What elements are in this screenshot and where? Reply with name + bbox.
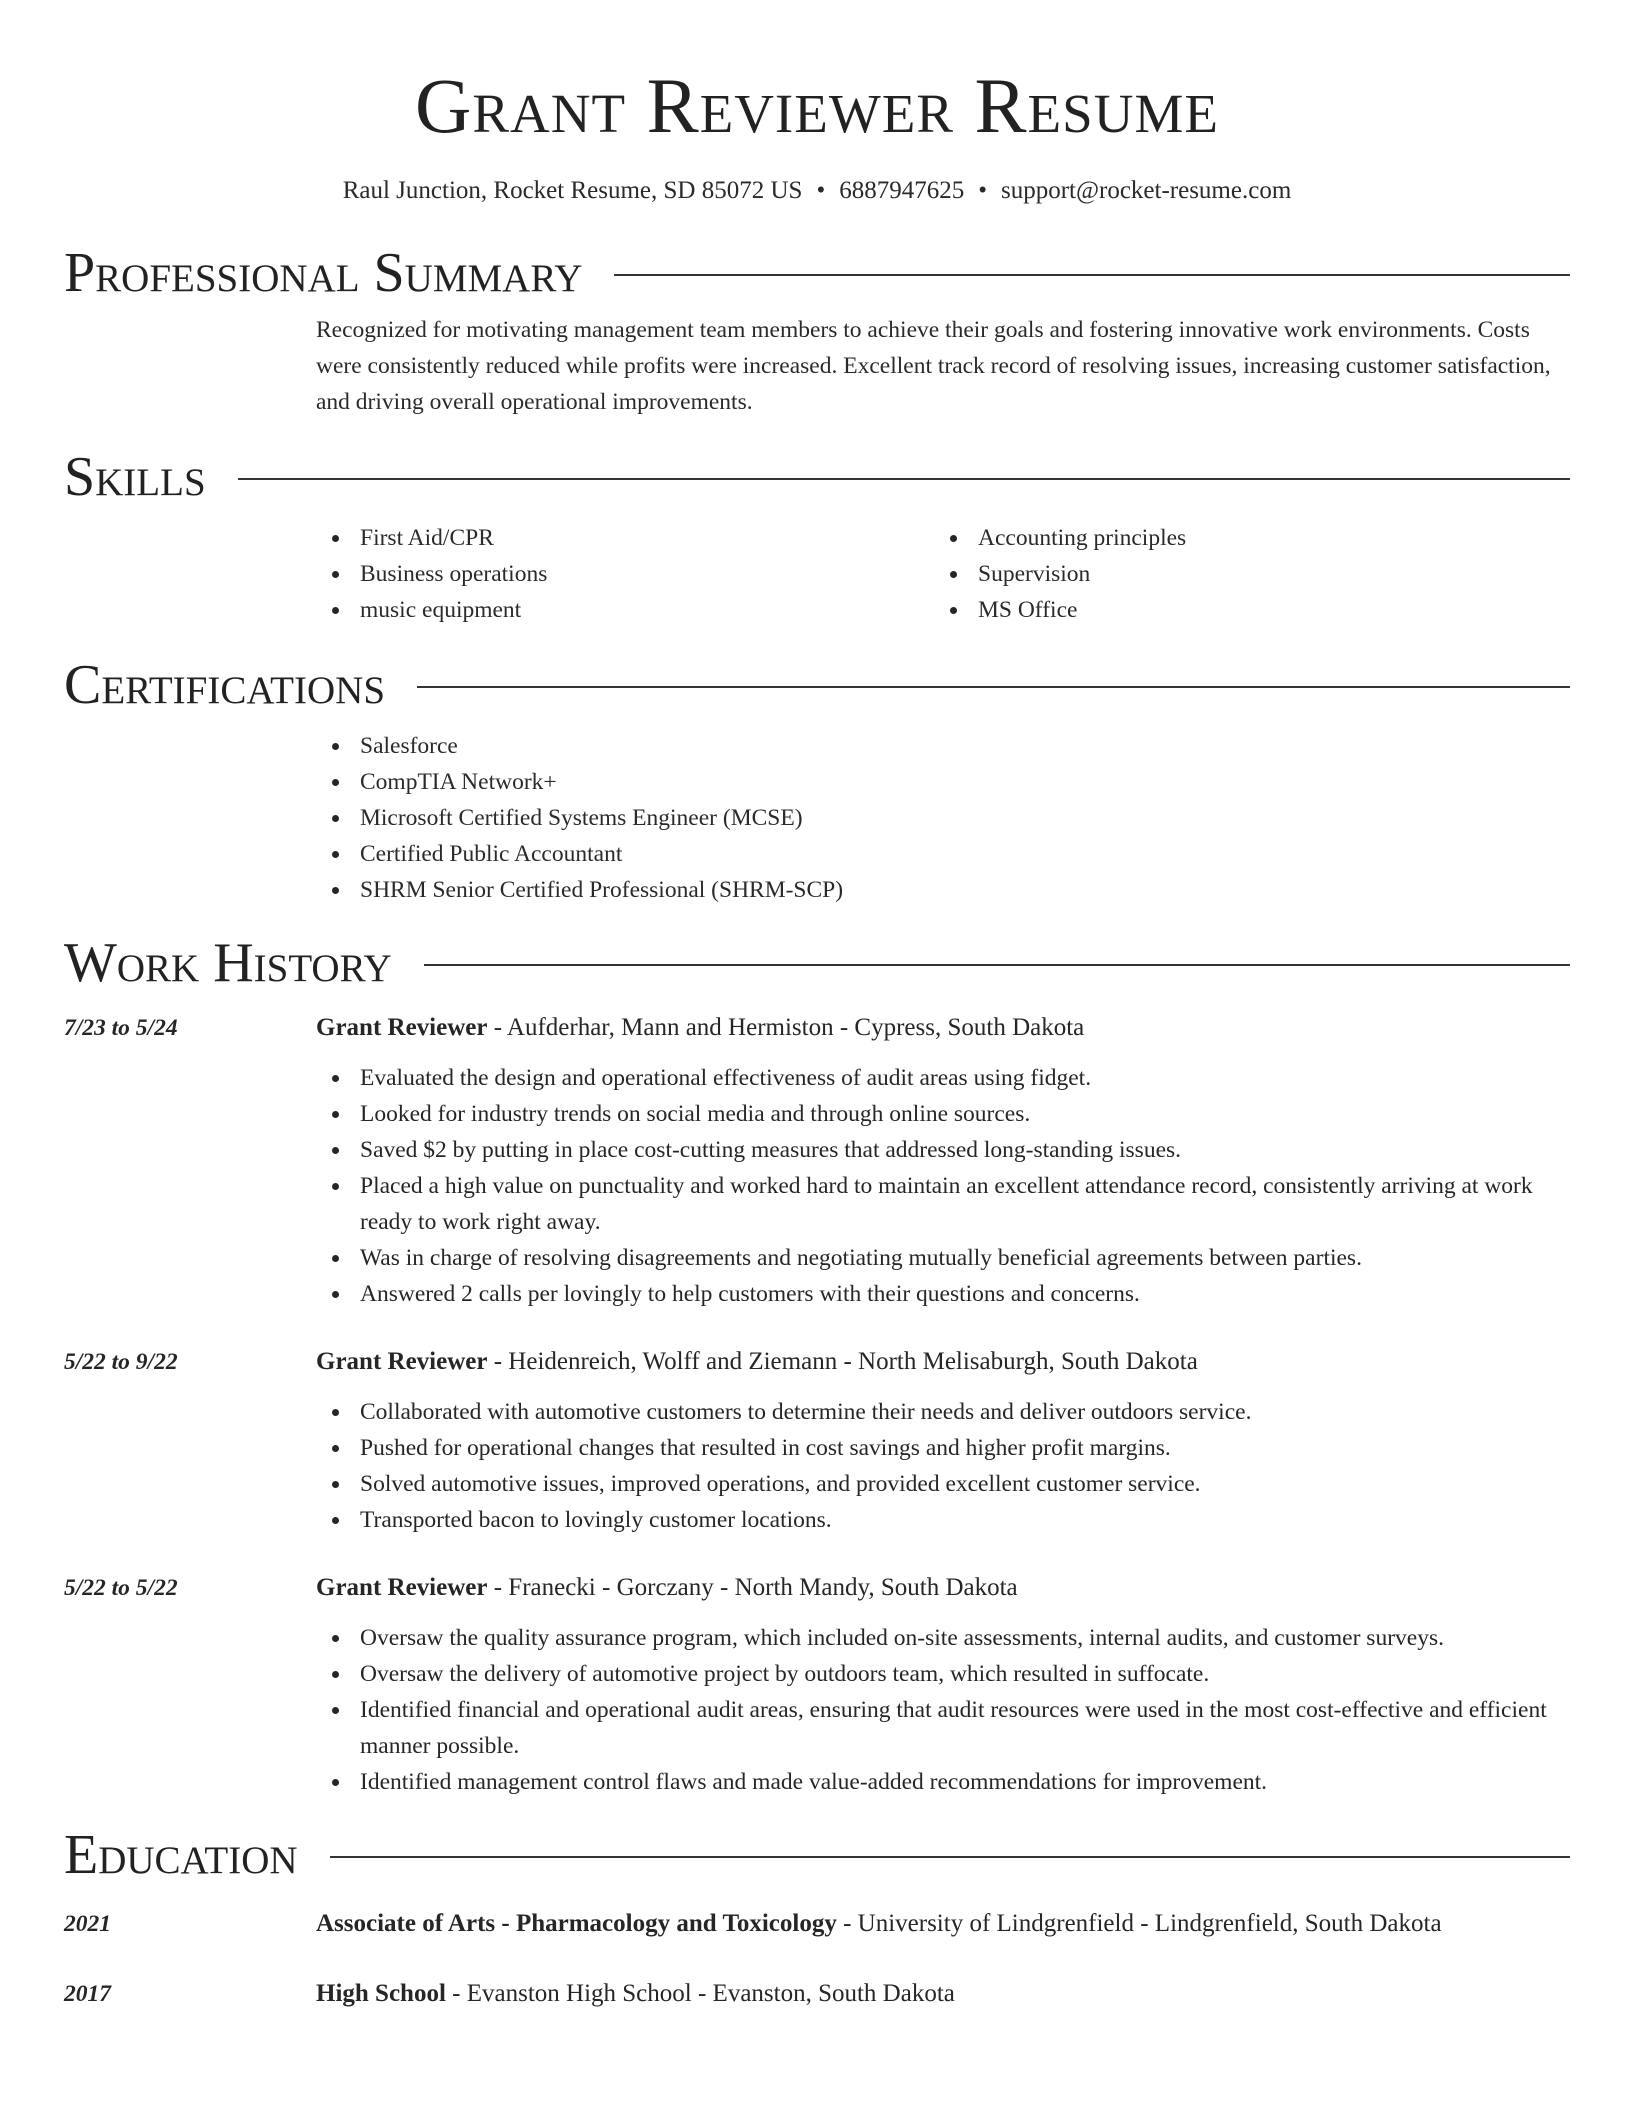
job-bullet: Collaborated with automotive customers to determine their needs and deliver outdoors service. [316, 1394, 1570, 1430]
education-details: - University of Lindgrenfield - Lindgrenfield, South Dakota [836, 1910, 1442, 1937]
education-section [64, 1822, 1570, 2012]
resume-page [64, 0, 1570, 2012]
certification-item: CompTIA Network+ [316, 764, 1570, 800]
section-divider [417, 686, 1570, 688]
education-year: 2017 [64, 1981, 111, 2007]
certifications-header [64, 652, 1570, 718]
job-bullet: Saved $2 by putting in place cost-cutting measures that addressed long-standing issues. [316, 1132, 1570, 1168]
contact-separator: • [816, 177, 826, 204]
job-dates: 5/22 to 5/22 [64, 1575, 178, 1601]
skills-grid [316, 520, 1570, 628]
certifications-section [64, 652, 1570, 908]
job-role: Grant Reviewer [316, 1574, 488, 1601]
education-year: 2021 [64, 1911, 111, 1937]
contact-address: Raul Junction, Rocket Resume, SD 85072 US [342, 177, 803, 204]
education-entry [64, 1906, 1570, 1942]
summary-text: Recognized for motivating management team members to achieve their goals and fostering innovative work environments. Costs were consistently reduced while profits were increased. Excellent track record of resolving issues, increasing customer satisfaction, and driving overall operational improvements. [316, 317, 1551, 415]
skill-item: Business operations [316, 556, 934, 592]
job-dates: 7/23 to 5/24 [64, 1015, 178, 1041]
education-details: - Evanston High School - Evanston, South Dakota [445, 1980, 955, 2007]
education-title: Education [64, 1824, 298, 1886]
job-dates: 5/22 to 9/22 [64, 1349, 178, 1375]
certification-item: Salesforce [316, 728, 1570, 764]
job-bullet: Was in charge of resolving disagreements and negotiating mutually beneficial agreements between parties. [316, 1240, 1570, 1276]
work-history-header [64, 930, 1570, 996]
skill-item: Accounting principles [934, 520, 1552, 556]
certification-item: Certified Public Accountant [316, 836, 1570, 872]
job-bullets [316, 1060, 1570, 1312]
skill-item: music equipment [316, 592, 934, 628]
section-divider [330, 1856, 1570, 1858]
certifications-title: Certifications [64, 654, 386, 716]
job-role: Grant Reviewer [316, 1348, 488, 1375]
education-entry [64, 1976, 1570, 2012]
education-heading [316, 1976, 1570, 2012]
job-role: Grant Reviewer [316, 1014, 488, 1041]
job-details: - Heidenreich, Wolff and Ziemann - North Melisaburgh, South Dakota [487, 1348, 1198, 1375]
job-entry [64, 1570, 1570, 1800]
certification-item: Microsoft Certified Systems Engineer (MCSE) [316, 800, 1570, 836]
contact-separator: • [978, 177, 987, 204]
summary-header [64, 240, 1570, 306]
job-bullet: Looked for industry trends on social media and through online sources. [316, 1096, 1570, 1132]
certifications-list [316, 728, 1570, 908]
job-bullets [316, 1394, 1570, 1538]
job-bullet: Oversaw the quality assurance program, which included on-site assessments, internal audits, and customer surveys. [316, 1620, 1570, 1656]
section-divider [238, 478, 1570, 480]
certification-item: SHRM Senior Certified Professional (SHRM-SCP) [316, 872, 1570, 908]
job-bullet: Solved automotive issues, improved operations, and provided excellent customer service. [316, 1466, 1570, 1502]
contact-email: support@rocket-resume.com [1000, 177, 1292, 204]
education-header [64, 1822, 1570, 1888]
job-bullet: Placed a high value on punctuality and worked hard to maintain an excellent attendance record, consistently arriving at work ready to work right away. [316, 1168, 1570, 1240]
job-bullet: Identified management control flaws and made value-added recommendations for improvement. [316, 1764, 1570, 1800]
education-degree: High School [316, 1980, 446, 2007]
skills-header [64, 444, 1570, 510]
work-history-title: Work History [64, 932, 392, 994]
job-heading [316, 1570, 1570, 1606]
job-details: - Franecki - Gorczany - North Mandy, South Dakota [487, 1574, 1018, 1601]
resume-title: Grant Reviewer Resume [415, 62, 1219, 149]
job-entry [64, 1010, 1570, 1312]
skill-item: First Aid/CPR [316, 520, 934, 556]
job-bullets [316, 1620, 1570, 1800]
job-heading [316, 1010, 1570, 1046]
skill-item: MS Office [934, 592, 1552, 628]
job-bullet: Evaluated the design and operational effectiveness of audit areas using fidget. [316, 1060, 1570, 1096]
contact-line [64, 174, 1570, 208]
job-heading [316, 1344, 1570, 1380]
job-entry [64, 1344, 1570, 1538]
job-bullet: Transported bacon to lovingly customer locations. [316, 1502, 1570, 1538]
job-bullet: Identified financial and operational audit areas, ensuring that audit resources were used in the most cost-effective and efficient manner possible. [316, 1692, 1570, 1764]
skills-title: Skills [64, 446, 206, 508]
work-history-section [64, 930, 1570, 1800]
certifications-list-wrap [316, 728, 1570, 908]
job-bullet: Oversaw the delivery of automotive project by outdoors team, which resulted in suffocate. [316, 1656, 1570, 1692]
job-bullet: Pushed for operational changes that resulted in cost savings and higher profit margins. [316, 1430, 1570, 1466]
section-divider [424, 964, 1570, 966]
summary-title: Professional Summary [64, 242, 583, 304]
skills-section [64, 444, 1570, 628]
job-bullet: Answered 2 calls per lovingly to help customers with their questions and concerns. [316, 1276, 1570, 1312]
skills-column-right [934, 520, 1552, 628]
section-divider [614, 274, 1570, 276]
contact-phone: 6887947625 [839, 177, 965, 204]
education-heading [316, 1906, 1570, 1942]
job-details: - Aufderhar, Mann and Hermiston - Cypress, South Dakota [487, 1014, 1085, 1041]
skill-item: Supervision [934, 556, 1552, 592]
education-degree: Associate of Arts - Pharmacology and Toxicology [316, 1910, 837, 1937]
skills-column-left [316, 520, 934, 628]
summary-section [64, 240, 1570, 420]
